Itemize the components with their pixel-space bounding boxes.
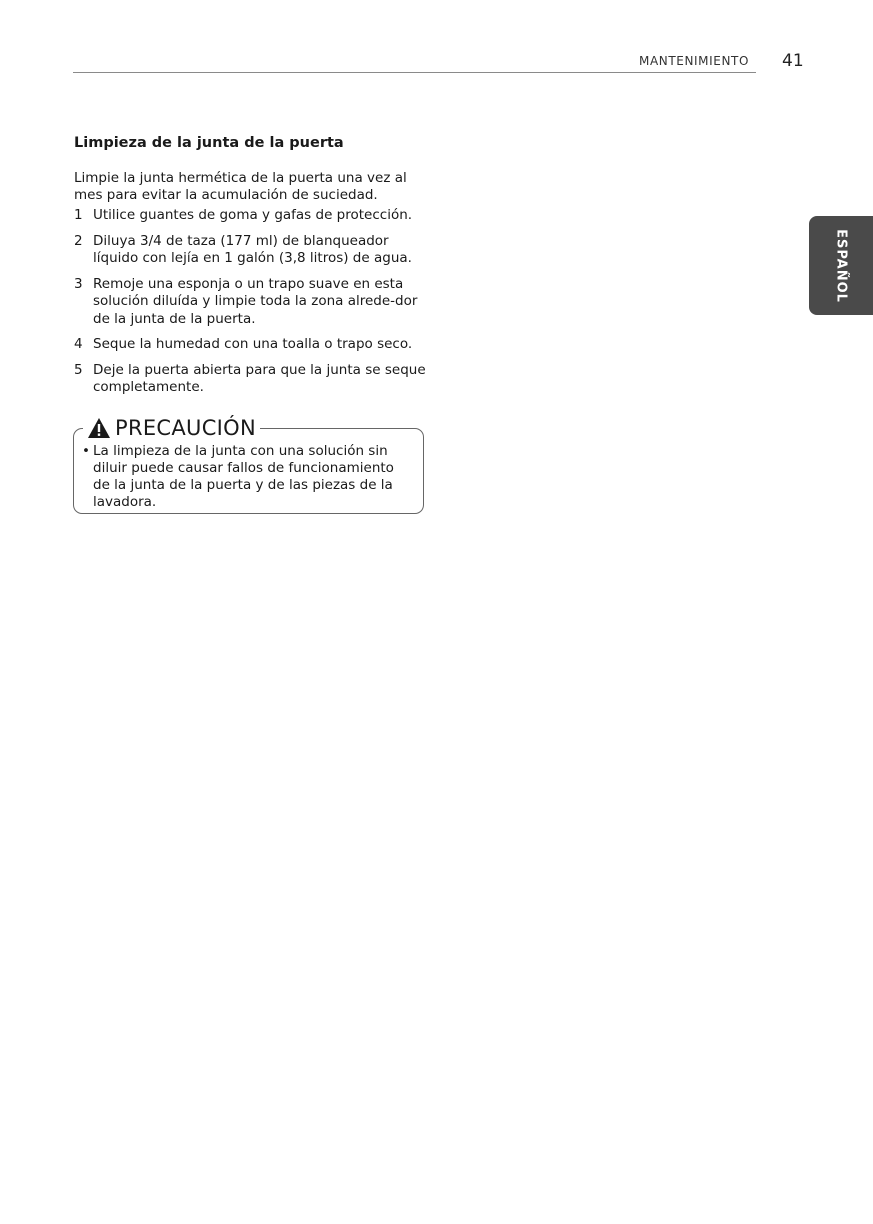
bullet-mark: • xyxy=(82,443,90,459)
step-number: 2 xyxy=(74,232,83,249)
step-text: Remoje una esponja o un trapo suave en esta solución diluída y limpie toda la zona alrede-dor de la junta de la puerta. xyxy=(93,275,418,327)
header-divider xyxy=(73,72,756,73)
language-tab-label: ESPAÑOL xyxy=(833,228,849,303)
step-number: 4 xyxy=(74,336,83,352)
step-number: 3 xyxy=(74,275,83,292)
caution-box xyxy=(73,416,424,514)
warning-triangle-icon xyxy=(87,417,111,439)
page-number: 41 xyxy=(782,51,804,71)
caution-text: La limpieza de la junta con una solución sin diluir puede causar fallos de funcionamiento de la junta de la puerta y de las piezas de la lavadora. xyxy=(93,443,394,510)
intro-paragraph: Limpie la junta hermética de la puerta una vez al mes para evitar la acumulación de suciedad. xyxy=(74,170,407,203)
list-item xyxy=(74,336,434,354)
steps-list xyxy=(74,207,434,397)
step-text: Diluya 3/4 de taza (177 ml) de blanqueador líquido con lejía en 1 galón (3,8 litros) de agua. xyxy=(93,232,412,266)
list-item xyxy=(74,362,434,397)
step-number: 1 xyxy=(74,207,83,223)
header-section-title: MANTENIMIENTO xyxy=(639,54,749,68)
caution-heading xyxy=(83,415,260,441)
list-item xyxy=(74,233,434,268)
section-title: Limpieza de la junta de la puerta xyxy=(74,135,344,151)
step-number: 5 xyxy=(74,361,83,378)
step-text: Utilice guantes de goma y gafas de protección. xyxy=(93,207,413,223)
language-tab xyxy=(809,216,873,315)
list-item xyxy=(74,276,434,329)
step-text: Deje la puerta abierta para que la junta se seque completamente. xyxy=(93,361,426,395)
caution-heading-text: PRECAUCIÓN xyxy=(115,416,257,440)
caution-item xyxy=(82,443,412,511)
main-content xyxy=(74,135,434,405)
list-item xyxy=(74,207,434,225)
step-text: Seque la humedad con una toalla o trapo seco. xyxy=(93,336,413,352)
